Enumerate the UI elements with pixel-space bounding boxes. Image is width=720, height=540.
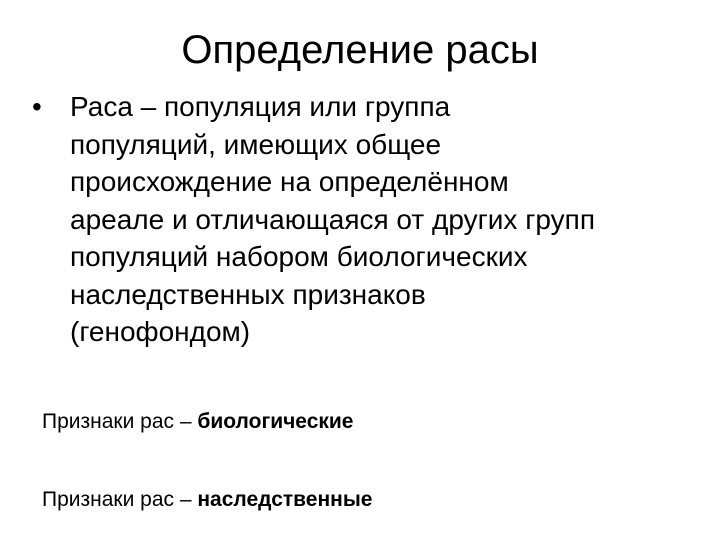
definition-line: популяций набором биологических <box>70 241 528 272</box>
race-sign-hereditary <box>42 486 372 514</box>
definition-line: Раса – популяция или группа <box>70 91 451 122</box>
race-sign-emphasis: наследственные <box>197 488 373 511</box>
race-sign-emphasis: биологические <box>197 410 354 433</box>
definition-text <box>70 88 700 351</box>
race-sign-prefix: Признаки рас – <box>42 410 198 433</box>
slide-title: Определение расы <box>181 28 539 72</box>
definition-line: происхождение на определённом <box>70 166 509 197</box>
race-sign-prefix: Признаки рас – <box>42 488 198 511</box>
definition-line: наследственных признаков <box>70 278 426 310</box>
definition-line: ареале и отличающаяся от других групп <box>70 203 595 235</box>
definition-line: популяций, имеющих общее <box>70 128 442 160</box>
bullet-marker: • <box>32 91 42 122</box>
race-sign-biological <box>42 408 353 436</box>
definition-line: (генофондом) <box>70 316 251 347</box>
